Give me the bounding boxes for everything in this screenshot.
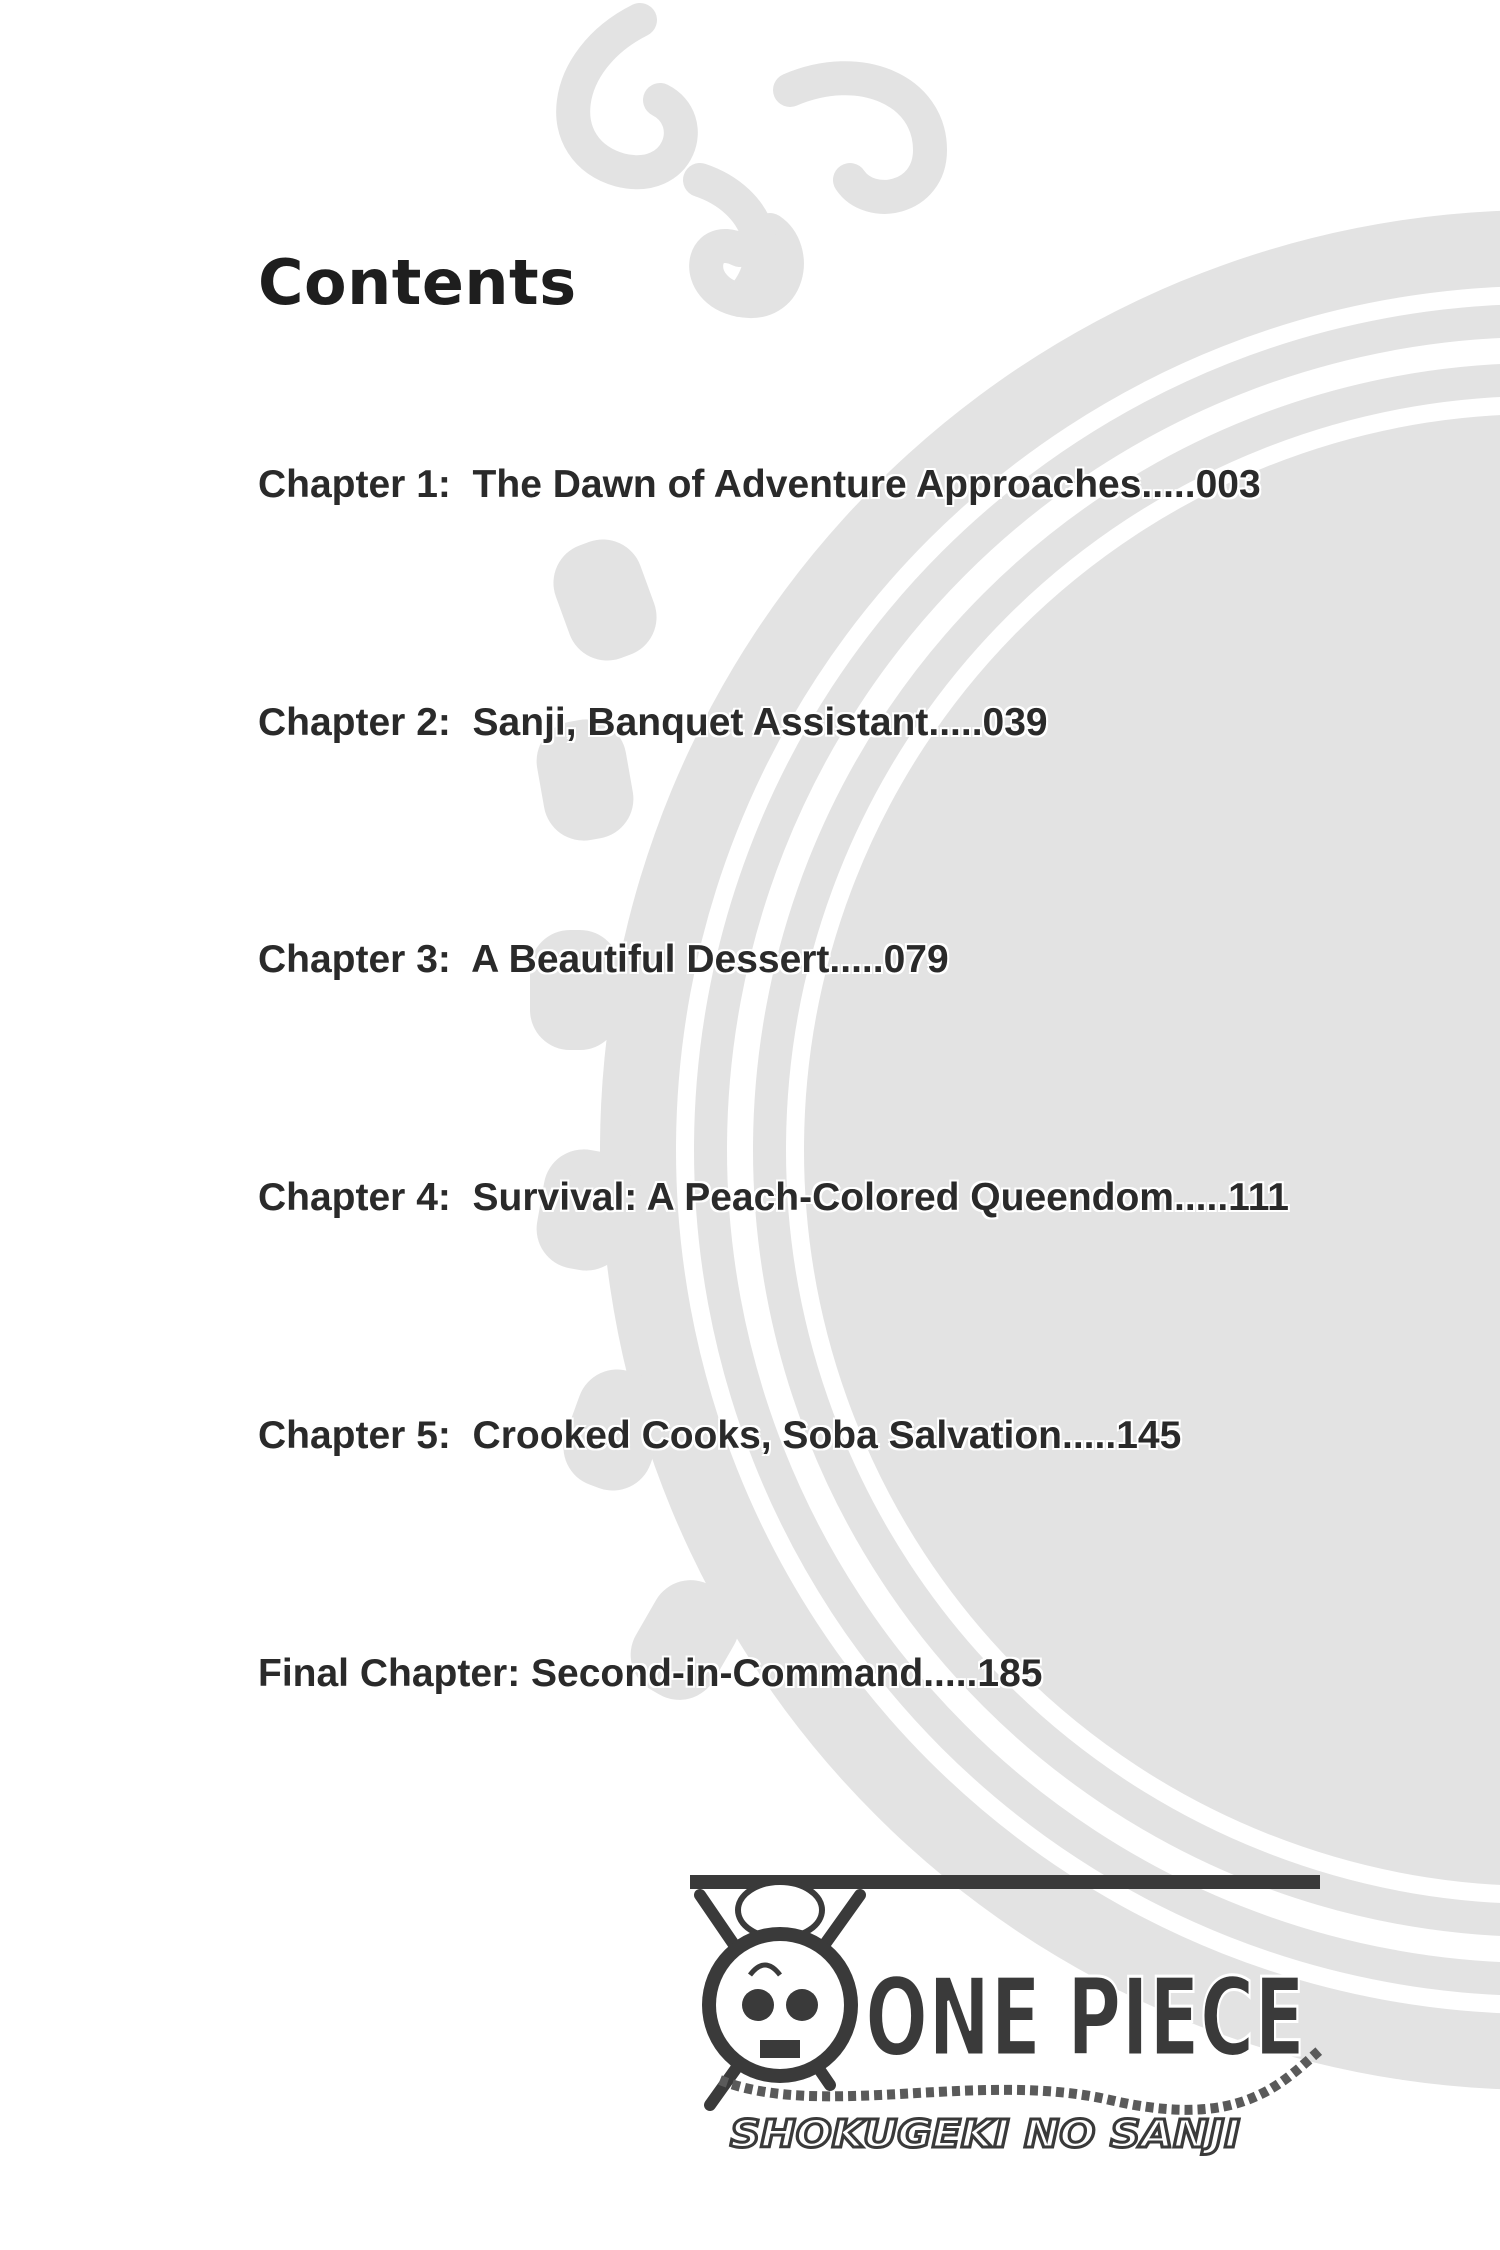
toc-entry-label: Chapter 3: — [258, 938, 451, 981]
toc-entry-chapter-5 — [258, 1416, 1181, 1455]
ornament-tooth — [542, 528, 668, 672]
toc-entry-final-chapter — [258, 1654, 1042, 1693]
ornament-swirl-1 — [573, 20, 681, 172]
toc-entry-page: 185 — [977, 1652, 1043, 1695]
ornament-swirl-2 — [790, 78, 930, 197]
toc-entry-chapter-4 — [258, 1178, 1289, 1217]
toc-entry-page: 003 — [1195, 463, 1261, 506]
toc-entry-label: Chapter 4: — [258, 1176, 451, 1219]
logo-sub-text: SHOKUGEKI NO SANJI — [730, 2112, 1240, 2156]
toc-entry-chapter-2 — [258, 703, 1048, 742]
toc-entry-title: A Beautiful Dessert — [471, 938, 830, 981]
series-logo — [680, 1855, 1350, 2165]
toc-entry-leader: ..... — [829, 938, 884, 981]
toc-entry-leader: ..... — [1173, 1176, 1229, 1219]
toc-entry-title: Survival: A Peach-Colored Queendom — [472, 1176, 1174, 1219]
toc-entry-page: 039 — [982, 701, 1048, 744]
toc-entry-title: The Dawn of Adventure Approaches — [472, 463, 1142, 506]
toc-entry-label: Chapter 5: — [258, 1414, 451, 1457]
skull-chef-icon — [702, 1882, 858, 2083]
toc-entry-page: 079 — [883, 938, 949, 981]
toc-entry-leader: ..... — [928, 701, 983, 744]
toc-entry-page: 145 — [1116, 1414, 1182, 1457]
toc-entry-chapter-1 — [258, 465, 1261, 504]
toc-entry-label: Chapter 2: — [258, 701, 451, 744]
toc-entry-leader: ..... — [923, 1652, 978, 1695]
toc-entry-label: Chapter 1: — [258, 463, 451, 506]
toc-entry-leader: ..... — [1141, 463, 1196, 506]
toc-entry-title: Crooked Cooks, Soba Salvation — [472, 1414, 1063, 1457]
toc-entry-leader: ..... — [1062, 1414, 1117, 1457]
contents-heading: Contents — [258, 246, 577, 319]
toc-entry-label: Final Chapter: — [258, 1652, 521, 1695]
toc-entry-title: Sanji, Banquet Assistant — [472, 701, 929, 744]
logo-main-text: ONE PIECE — [865, 1956, 1305, 2081]
toc-entry-page: 111 — [1228, 1176, 1289, 1219]
toc-entry-title: Second-in-Command — [531, 1652, 924, 1695]
toc-entry-chapter-3 — [258, 940, 949, 979]
